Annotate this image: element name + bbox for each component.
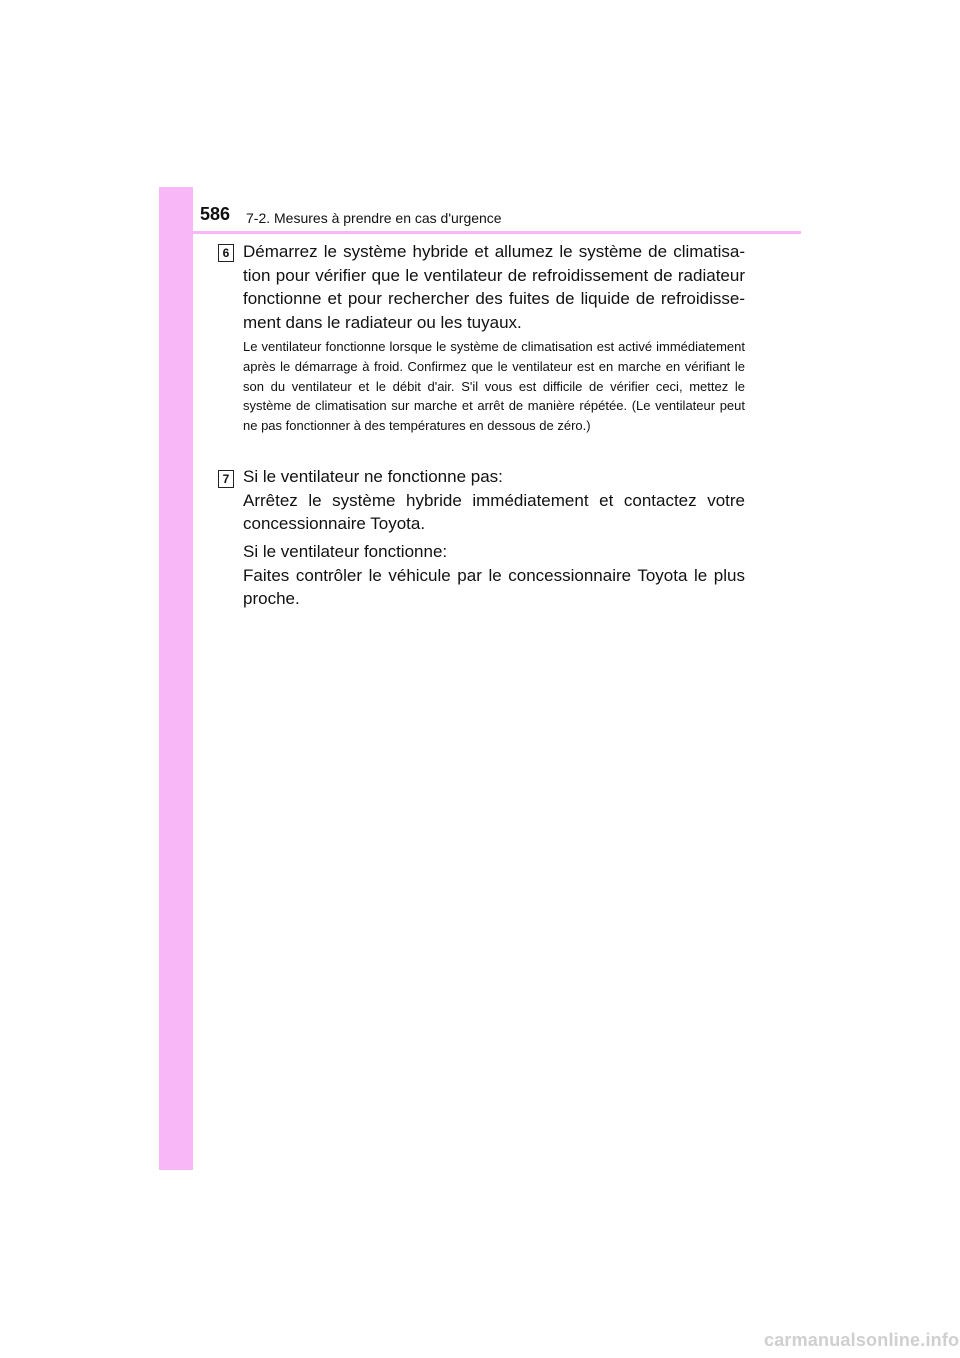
header-rule [193, 231, 801, 234]
watermark: carmanualsonline.info [764, 1330, 960, 1350]
case-2-condition: Si le ventilateur fonctionne: [243, 542, 448, 561]
section-title: 7-2. Mesures à prendre en cas d'urgence [246, 210, 502, 226]
page-number: 586 [200, 204, 231, 224]
step-6-note: Le ventilateur fonctionne lorsque le système de climatisation est activé immédiatement après le démarrage à froid. Confirmez que le ventilateur est en marche en vérifiant le son du ventilateur et le débit d'air. S'il vous est difficile de vérifier ceci, mettez le système de climatisation sur marche et arrêt de manière répétée. (Le ventilateur peut ne pas fonctionner à des températures en dessous de zéro.) [243, 339, 745, 434]
case-1-action: Arrêtez le système hybride immédiatement et contactez votre concessionnaire Toyota. [243, 490, 745, 533]
step-7-case-2 [243, 540, 745, 611]
step-7-case-1 [243, 465, 745, 536]
step-6-text: Démarrez le système hybride et allumez le système de climatisation pour vérifier que le ventilateur de refroidissement de radiateur fonctionne et pour rechercher des fuites de liquide de refroidissement dans le radiateur ou les tuyaux. [243, 242, 745, 332]
case-1-condition: Si le ventilateur ne fonctionne pas: [243, 467, 503, 486]
step-badge-7: 7 [218, 470, 234, 488]
case-2-action: Faites contrôler le véhicule par le concessionnaire Toyota le plus proche. [243, 565, 745, 608]
step-badge-6: 6 [218, 244, 234, 262]
chapter-sidebar-tab [159, 187, 193, 1170]
